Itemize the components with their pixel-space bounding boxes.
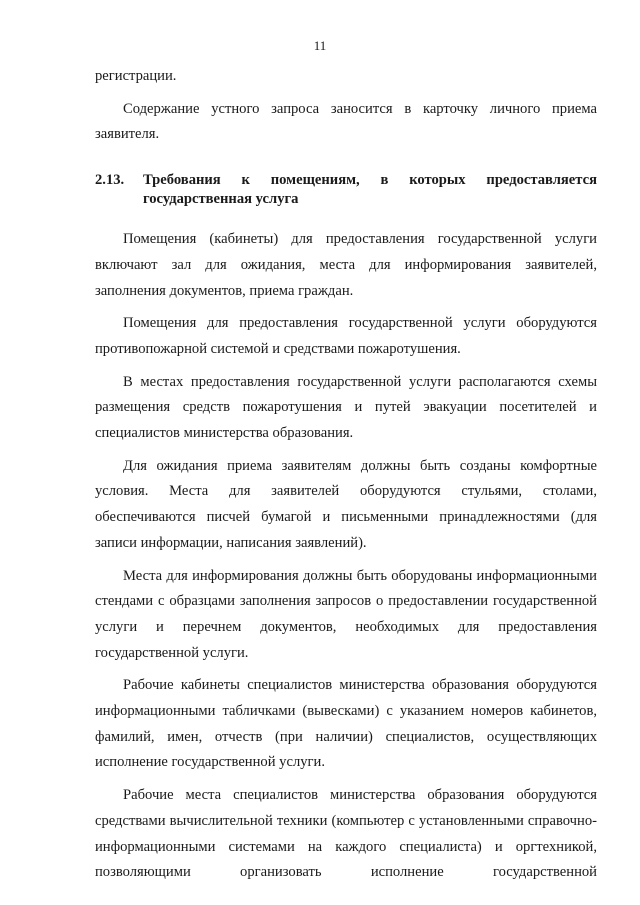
intro-paragraph: Содержание устного запроса заносится в карточку личного приема заявителя. (95, 100, 597, 143)
section-title-line-2: государственная услуга (143, 191, 299, 208)
section-number: 2.13. (95, 172, 125, 189)
paragraph-information-places: Места для информирования должны быть оборудованы информационными стендами с образцами заполнения запросов о предоставлении государственной услуги и перечнем документов, необходимых для предоставления государственной услуги. (95, 567, 597, 661)
paragraph-fire-system: Помещения для предоставления государственной услуги оборудуются противопожарной системой и средствами пожаротушения. (95, 315, 597, 357)
page-number: 11 (313, 38, 327, 53)
top-fragment: регистрации. (95, 68, 177, 84)
paragraph-offices: Рабочие кабинеты специалистов министерства образования оборудуются информационными табличками (вывесками) с указанием номеров кабинетов, фамилий, имен, отчеств (при наличии) специалистов, осуществляющих исполнение государственной услуги. (95, 677, 597, 771)
section-heading (95, 171, 597, 209)
document-body (95, 64, 597, 886)
section-title-line-1: Требования к помещениям, в которых предоставляется (143, 172, 597, 189)
paragraph-evacuation: В местах предоставления государственной услуги располагаются схемы размещения средств пожаротушения и путей эвакуации посетителей и специалистов министерства образования. (95, 373, 597, 442)
paragraph-premises: Помещения (кабинеты) для предоставления государственной услуги включают зал для ожидания, места для информирования заявителей, заполнения документов, приема граждан. (95, 231, 597, 299)
section-title (143, 171, 597, 209)
paragraph-waiting: Для ожидания приема заявителям должны быть созданы комфортные условия. Места для заявителей оборудуются стульями, столами, обеспечиваются писчей бумагой и письменными принадлежностями (для записи информации, написания заявлений). (95, 457, 597, 551)
paragraph-workplaces: Рабочие места специалистов министерства образования оборудуются средствами вычислительной техники (компьютер с установленными справочно-информационными системами на каждого специалиста) и оргтехникой, позволяющими организовать исполнение государственной (95, 787, 597, 881)
